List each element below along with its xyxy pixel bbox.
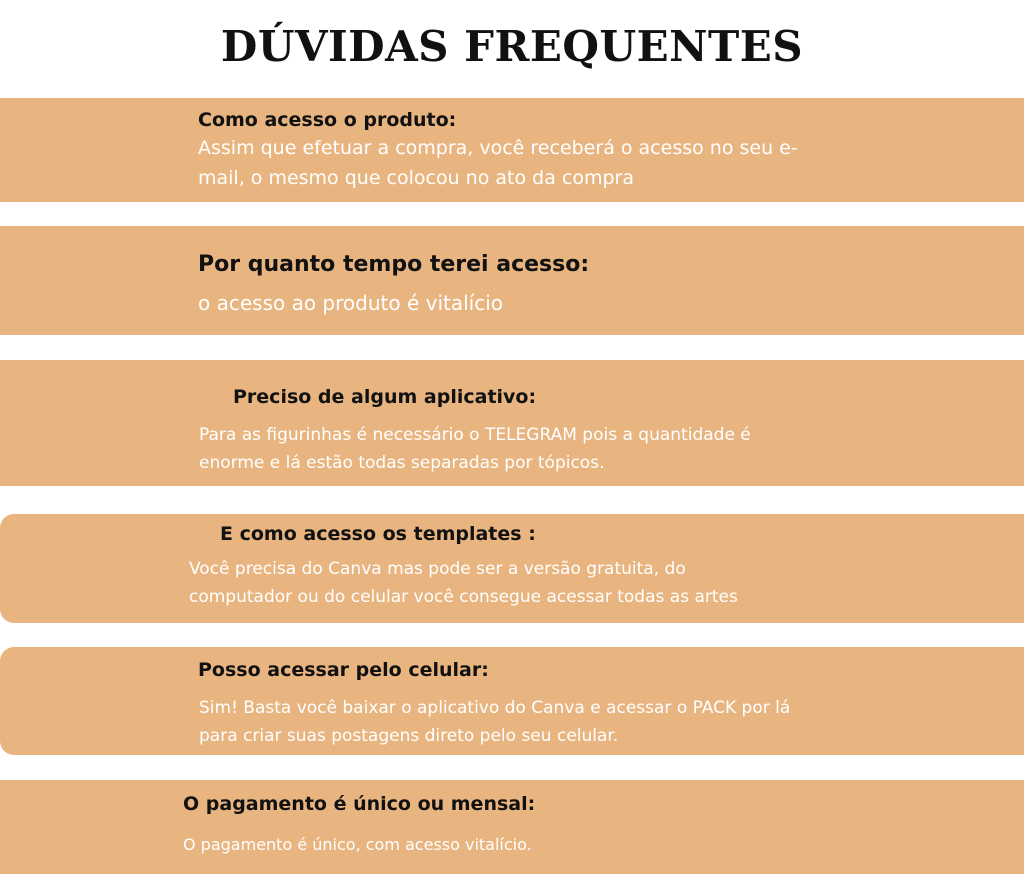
faq-question: Por quanto tempo terei acesso:	[198, 252, 590, 277]
faq-answer: Assim que efetuar a compra, você receberá o acesso no seu e-mail, o mesmo que colocou no ato da compra	[198, 137, 798, 189]
faq-question: E como acesso os templates :	[220, 523, 536, 545]
faq-answer: Sim! Basta você baixar o aplicativo do Canva e acessar o PACK por lá para criar suas postagens direto pelo seu celular.	[199, 698, 791, 746]
faq-item-templates	[0, 514, 1024, 623]
page-title: DÚVIDAS FREQUENTES	[220, 22, 804, 71]
faq-question: Como acesso o produto:	[198, 109, 457, 131]
faq-item-mobile-access	[0, 647, 1024, 755]
faq-question: Posso acessar pelo celular:	[198, 659, 489, 681]
faq-item-access-product	[0, 98, 1024, 202]
faq-answer: o acesso ao produto é vitalício	[198, 291, 504, 315]
faq-item-app-required	[0, 360, 1024, 486]
faq-item-access-duration	[0, 226, 1024, 335]
faq-answer: Para as figurinhas é necessário o TELEGRAM pois a quantidade é enorme e lá estão todas separadas por tópicos.	[199, 425, 751, 473]
faq-item-payment	[0, 780, 1024, 874]
faq-question: Preciso de algum aplicativo:	[233, 386, 537, 408]
faq-question: O pagamento é único ou mensal:	[183, 793, 536, 815]
faq-answer: O pagamento é único, com acesso vitalício.	[183, 835, 532, 854]
faq-answer: Você precisa do Canva mas pode ser a versão gratuita, do computador ou do celular você consegue acessar todas as artes	[189, 559, 738, 607]
